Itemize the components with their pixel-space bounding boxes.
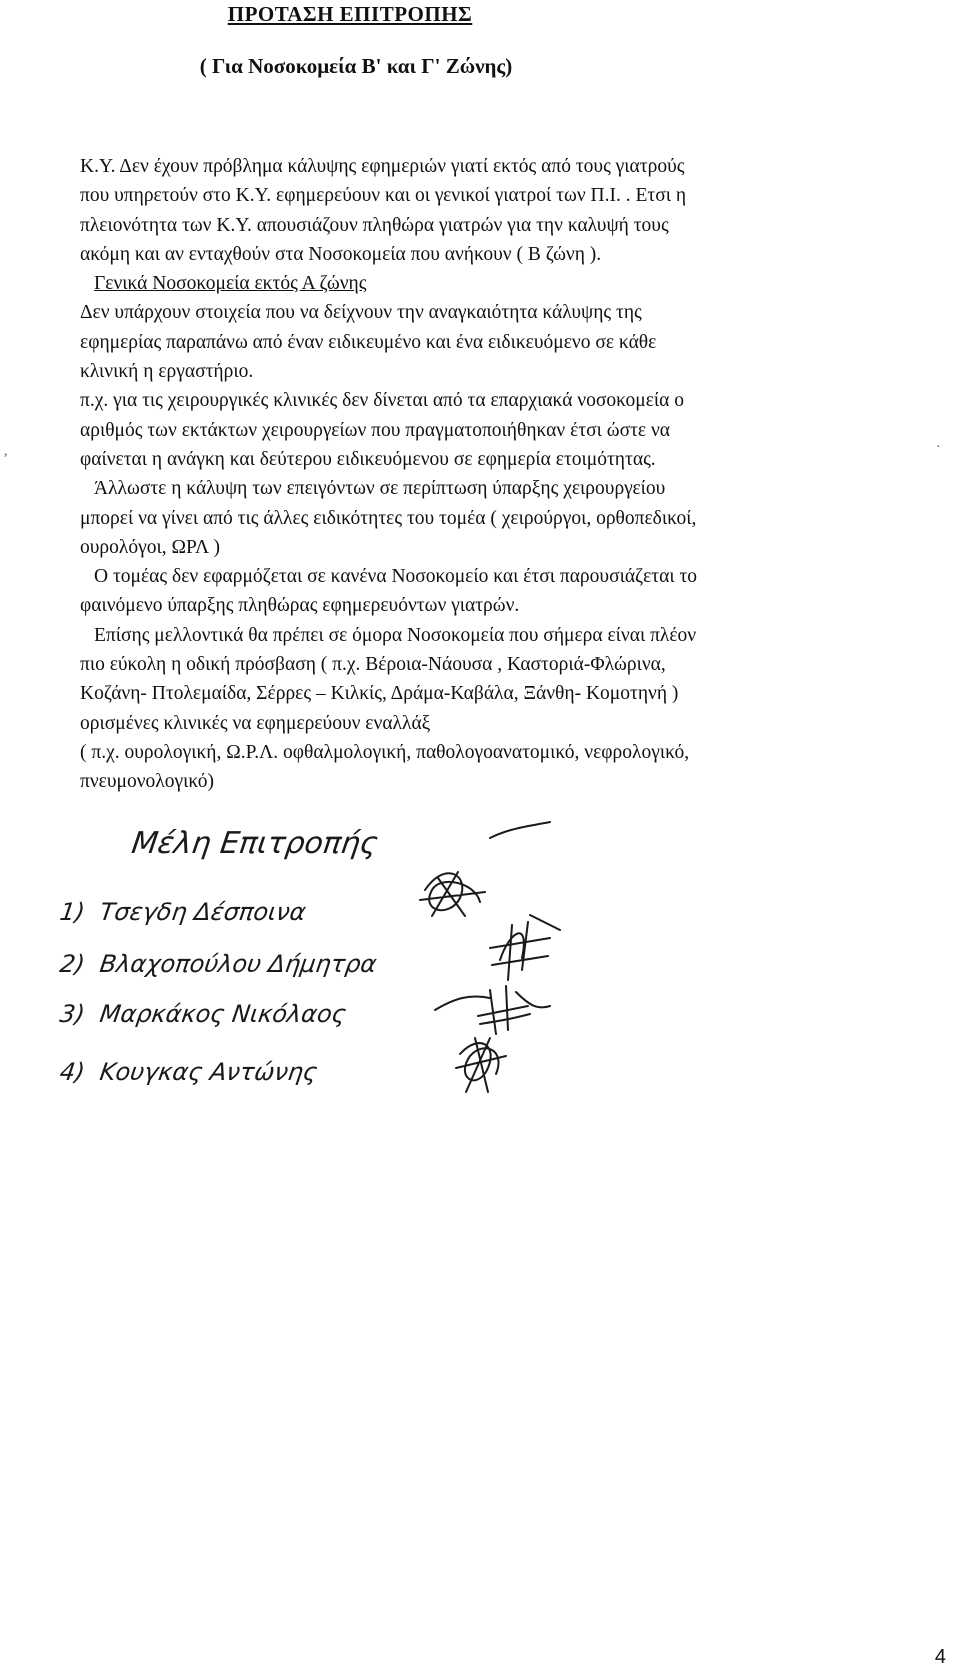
member-number: 4) (58, 1058, 87, 1086)
signature-mark-1 (420, 822, 550, 916)
member-name: Βλαχοπούλου Δήμητρα (98, 950, 379, 978)
section-heading: Γενικά Νοσοκομεία εκτός Α ζώνης (94, 273, 367, 295)
body-line: φαίνεται η ανάγκη και δεύτερου ειδικευόμενου σε εφημερία ετοιμότητας. (80, 448, 656, 470)
signature-block (60, 820, 620, 1100)
page-number: 4 (934, 1646, 946, 1668)
body-line: ακόμη και αν ενταχθούν στα Νοσοκομεία που ανήκουν ( Β ζώνη ). (80, 243, 602, 265)
body-line: Κ.Υ. Δεν έχουν πρόβλημα κάλυψης εφημεριών γιατί εκτός από τους γιατρούς (80, 156, 685, 177)
body-line: που υπηρετούν στο Κ.Υ. εφημερεύουν και οι γενικοί γιατροί των Π.Ι. . Ετσι η (80, 185, 687, 207)
member-name: Τσεγδη Δέσποινα (98, 898, 308, 926)
body-line: αριθμός των εκτάκτων χειρουργείων που πραγματοποιήθηκαν έτσι ώστε να (80, 419, 671, 441)
document-subtitle: ( Για Νοσοκομεία Β' και Γ' Ζώνης) (199, 54, 513, 78)
body-line: πλειονότητα των Κ.Υ. απουσιάζουν πληθώρα γιατρών για την καλυψή τους (80, 214, 669, 236)
scan-speck: · (936, 440, 941, 455)
body-line: π.χ. για τις χειρουργικές κλινικές δεν δίνεται από τα επαρχιακά νοσοκομεία ο (80, 390, 685, 412)
member-name: Μαρκάκος Νικόλαος (98, 1000, 348, 1028)
signatures-heading: Μέλη Επιτροπής (129, 826, 381, 861)
body-line: φαινόμενο ύπαρξης πληθώρας εφημερευόντων γιατρών. (80, 595, 520, 617)
document-title: ΠΡΟΤΑΣΗ ΕΠΙΤΡΟΠΗΣ (227, 2, 473, 26)
document-body (80, 152, 860, 797)
body-line: κλινική η εργαστήριο. (80, 361, 254, 383)
body-line: Κοζάνη- Πτολεμαίδα, Σέρρες – Κιλκίς, Δράμα-Καβάλα, Ξάνθη- Κομοτηνή ) (80, 683, 679, 705)
member-number: 1) (58, 898, 87, 926)
body-line: πνευμονολογικό) (80, 771, 214, 793)
body-line: εφημερίας παραπάνω από έναν ειδικευμένο και ένα ειδικευόμενο σε κάθε (80, 331, 657, 353)
body-line: Επίσης μελλοντικά θα πρέπει σε όμορα Νοσοκομεία που σήμερα είναι πλέον (94, 624, 697, 646)
signature-mark-4 (456, 1038, 506, 1092)
body-line: Ο τομέας δεν εφαρμόζεται σε κανένα Νοσοκομείο και έτσι παρουσιάζεται το (94, 566, 698, 588)
body-line: Άλλωστε η κάλυψη των επειγόντων σε περίπτωση ύπαρξης χειρουργείου (94, 478, 666, 500)
body-line: ( π.χ. ουρολογική, Ω.Ρ.Λ. οφθαλμολογική, παθολογοανατομικό, νεφρολογικό, (80, 741, 690, 763)
section-heading-line (80, 269, 860, 298)
member-number: 2) (58, 950, 87, 978)
body-line: ουρολόγοι, ΩΡΛ ) (80, 536, 221, 558)
member-number: 3) (58, 1000, 87, 1028)
signature-scribbles (60, 820, 620, 1100)
scan-speck: , (4, 444, 8, 459)
member-name: Κουγκας Αντώνης (98, 1058, 320, 1086)
signature-mark-3 (435, 986, 550, 1034)
body-line: μπορεί να γίνει από τις άλλες ειδικότητες του τομέα ( χειρούργοι, ορθοπεδικοί, (80, 507, 697, 529)
signature-mark-2 (490, 915, 560, 980)
body-line: ορισμένες κλινικές να εφημερεύουν εναλλάξ (80, 712, 431, 734)
body-line: Δεν υπάρχουν στοιχεία που να δείχνουν την αναγκαιότητα κάλυψης της (80, 302, 642, 324)
body-line: πιο εύκολη η οδική πρόσβαση ( π.χ. Βέροια-Νάουσα , Καστοριά-Φλώρινα, (80, 654, 666, 676)
